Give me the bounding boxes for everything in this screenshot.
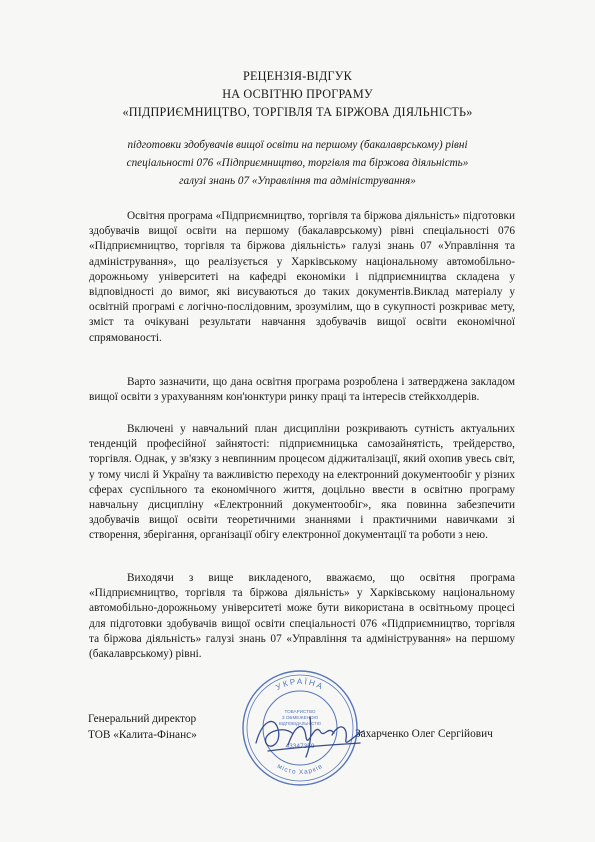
stamp-inner-line2: З ОБМЕЖЕНОЮ — [281, 715, 319, 720]
stamp-bottom-text: місто Харків — [275, 762, 325, 777]
document-title-line3: «ПІДПРИЄМНИЦТВО, ТОРГІВЛЯ ТА БІРЖОВА ДІЯЛЬНІСТЬ» — [122, 105, 473, 119]
paragraph-2: Варто зазначити, що дана освітня програма розроблена і затверджена закладом вищої освіти з урахуванням кон'юнктури ринку праці та інтересів стейкхолдерів. — [89, 376, 515, 404]
paragraph-4: Виходячи з вище викладеного, вважаємо, що освітня програма «Підприємництво, торгівля та біржова діяльність» у Харківському національному автомобільно-дорожньому університеті може бути використана в освітньому процесі для підготовки здобувачів вищої освіти спеціальності 076 «Підприємництво, торгівля та біржова діяльність» галузі знань 07 «Управління та адміністрування» на першому (бакалаврському) рівні. — [89, 572, 515, 661]
signer-company: ТОВ «Калита-Фінанс» — [88, 728, 197, 741]
svg-text:УКРАЇНА — [274, 677, 325, 692]
subtitle-line3: галузі знань 07 «Управління та адміністрування» — [179, 175, 416, 187]
signer-position — [88, 712, 197, 743]
subtitle-line1: підготовки здобувачів вищої освіти на першому (бакалаврському) рівні — [127, 139, 468, 151]
subtitle-line2: спеціальності 076 «Підприємництво, торгівля та біржова діяльність» — [126, 157, 469, 169]
paragraph-3: Включені у навчальний план дисципліни розкривають сутність актуальних тенденцій професійної зайнятості: підприємницька самозайнятість, трейдерство, торгівля. Однак, у зв'язку з невпинним процесом діджиталізації, який охопив увесь світ, у тому числі й Україну та важливістю переходу на електронний документообіг у різних сферах суспільного та економічного життя, доцільно ввести в освітню програму навчальну дисципліну «Електронний документообіг», яка повинна забезпечити здобувачів вищої освіти теоретичними знаннями і практичними навичками зі створення, зберігання, організації обігу електронної документації та роботи з нею. — [89, 423, 515, 542]
stamp-top-text: УКРАЇНА — [274, 676, 326, 692]
handwritten-signature — [248, 703, 368, 763]
document-title-line1: РЕЦЕНЗІЯ-ВІДГУК — [243, 69, 352, 83]
signer-position-title: Генеральний директор — [88, 713, 197, 725]
paragraph-1: Освітня програма «Підприємництво, торгівля та біржова діяльність» підготовки здобувачів вищої освіти на першому (бакалаврському) рівні спеціальності 076 «Підприємництво, торгівля та біржова діяльність» галузі знань 07 «Управління та адміністрування», що реалізується у Харківському національному автомобільно-дорожньому університеті на кафедрі економіки і підприємництва складена у відповідності до вимог, які висуваються до таких документів.Виклад матеріалу у освітній програмі є логічно-послідовним, зрозумілим, що в сукупності розкриває мету, зміст та очікувані результати навчання здобувачів вищої освіти економічної спрямованості. — [89, 210, 515, 344]
stamp-inner-line1: ТОВАРИСТВО — [284, 709, 316, 714]
document-title-line2: НА ОСВІТНЮ ПРОГРАМУ — [222, 87, 373, 101]
stamp-code: 43347359 — [285, 743, 315, 750]
signer-name: Захарченко Олег Сергійович — [355, 728, 493, 740]
stamp-inner-line3: ВІДПОВІДАЛЬНІСТЮ — [278, 721, 322, 726]
